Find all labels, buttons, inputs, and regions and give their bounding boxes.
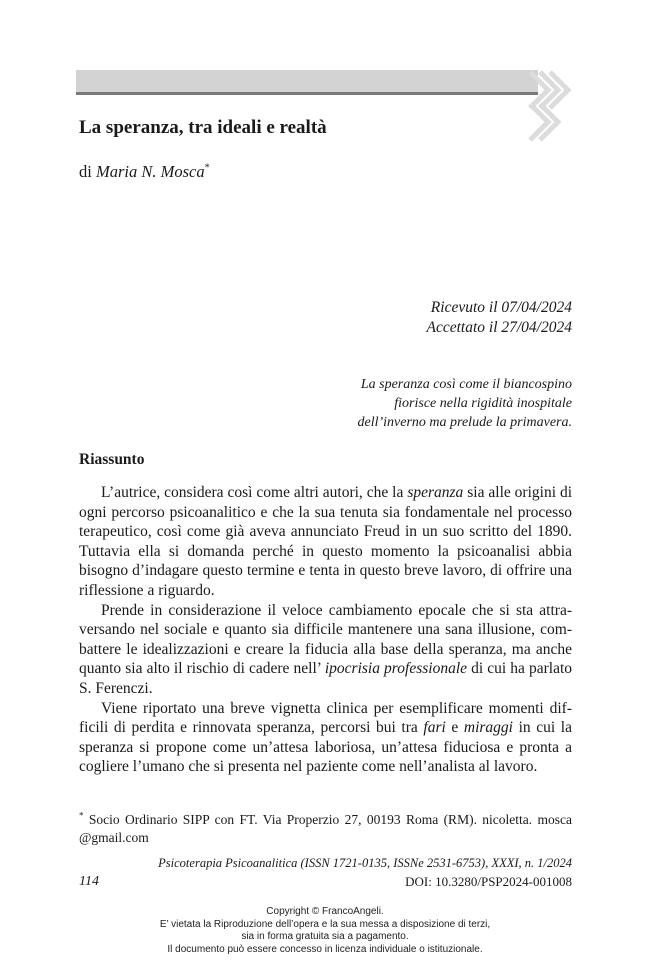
text-run: sia alle origini di ogni percorso psicoanalitico e che la sua tenuta sia fondamentale nel processo terapeutico, così come già aveva annunciato Freud in un suo scritto del 1890. Tuttavia ella si domanda perché in questo momento la psicoanalisi abbia bisogno d’indagare questo termine e tenta in questo breve lavoro, di offrire una riflessione a riguardo. xyxy=(79,484,572,599)
text-run: e xyxy=(445,719,464,737)
emphasis: fari xyxy=(423,719,446,737)
abstract-paragraph xyxy=(79,601,572,699)
header-band xyxy=(76,70,538,95)
epigraph xyxy=(358,375,573,432)
epigraph-line: La speranza così come il biancospino xyxy=(360,377,572,392)
author-line xyxy=(79,162,210,182)
text-run: L’autrice, considera così come altri autori, che la xyxy=(101,484,408,501)
copyright-line: sia in forma gratuita sia a pagamento. xyxy=(241,931,409,942)
author-name: Maria N. Mosca xyxy=(95,162,205,181)
text-run: Prende in considerazione il veloce cambiamento epocale che si sta attraversando nel sociale e quanto sia difficile mantenere una sana illusione, combattere le idealizzazioni e creare la fiducia alla base della speranza, ma anche quanto sia alto il rischio di cadere nell’ xyxy=(79,601,572,678)
journal-citation: Psicoterapia Psicoanalitica (ISSN 1721-0135, ISSNe 2531-6753), XXXI, n. 1/2024 xyxy=(158,856,572,870)
author-footnote xyxy=(79,811,572,847)
received-date: Ricevuto il 07/04/2024 xyxy=(430,299,572,316)
author-footnote-mark: * xyxy=(204,162,210,174)
text-run: in cui la speranza si propone come un’attesa laboriosa, un’attesa fiduciosa e pronta a cogliere l’umano che si presenta nel paziente come nell’analista al lavoro. xyxy=(79,719,572,776)
author-prefix: di xyxy=(79,162,96,181)
abstract-body xyxy=(79,483,572,777)
abstract-paragraph xyxy=(79,483,572,601)
epigraph-line: fiorisce nella rigidità inospitale xyxy=(394,396,572,411)
footnote-text: Socio Ordinario SIPP con FT. Via Properzio 27, 00193 Roma (RM). nicoletta. mosca @gmail.com xyxy=(79,812,572,845)
copyright-line: E’ vietata la Riproduzione dell’opera e la sua messa a disposizione di terzi, xyxy=(159,918,491,930)
copyright-line: Il documento può essere concesso in licenza individuale o istituzionale. xyxy=(167,943,483,955)
doi: DOI: 10.3280/PSP2024-001008 xyxy=(405,874,572,889)
epigraph-line: dell’inverno ma prelude la primavera. xyxy=(357,415,572,430)
emphasis: ipocrisia professionale xyxy=(324,660,468,678)
footnote-mark: * xyxy=(79,810,84,821)
page-number: 114 xyxy=(79,874,99,889)
abstract-paragraph xyxy=(79,699,572,777)
copyright-notice xyxy=(0,906,650,956)
accepted-date: Accettato il 27/04/2024 xyxy=(426,319,572,336)
text-run: di cui ha parlato S. Ferenczi. xyxy=(79,660,573,697)
emphasis: miraggi xyxy=(463,719,513,737)
copyright-line: Copyright © FrancoAngeli. xyxy=(266,906,384,917)
submission-dates xyxy=(426,298,572,338)
emphasis: speranza xyxy=(407,484,464,501)
article-title: La speranza, tra ideali e realtà xyxy=(79,117,327,138)
text-run: Viene riportato una breve vignetta clinica per esemplificare momenti difficili di perdita e rinnovata speranza, percorsi bui tra xyxy=(79,699,572,737)
abstract-heading: Riassunto xyxy=(79,451,145,468)
chevron-arrows-icon xyxy=(526,66,576,148)
